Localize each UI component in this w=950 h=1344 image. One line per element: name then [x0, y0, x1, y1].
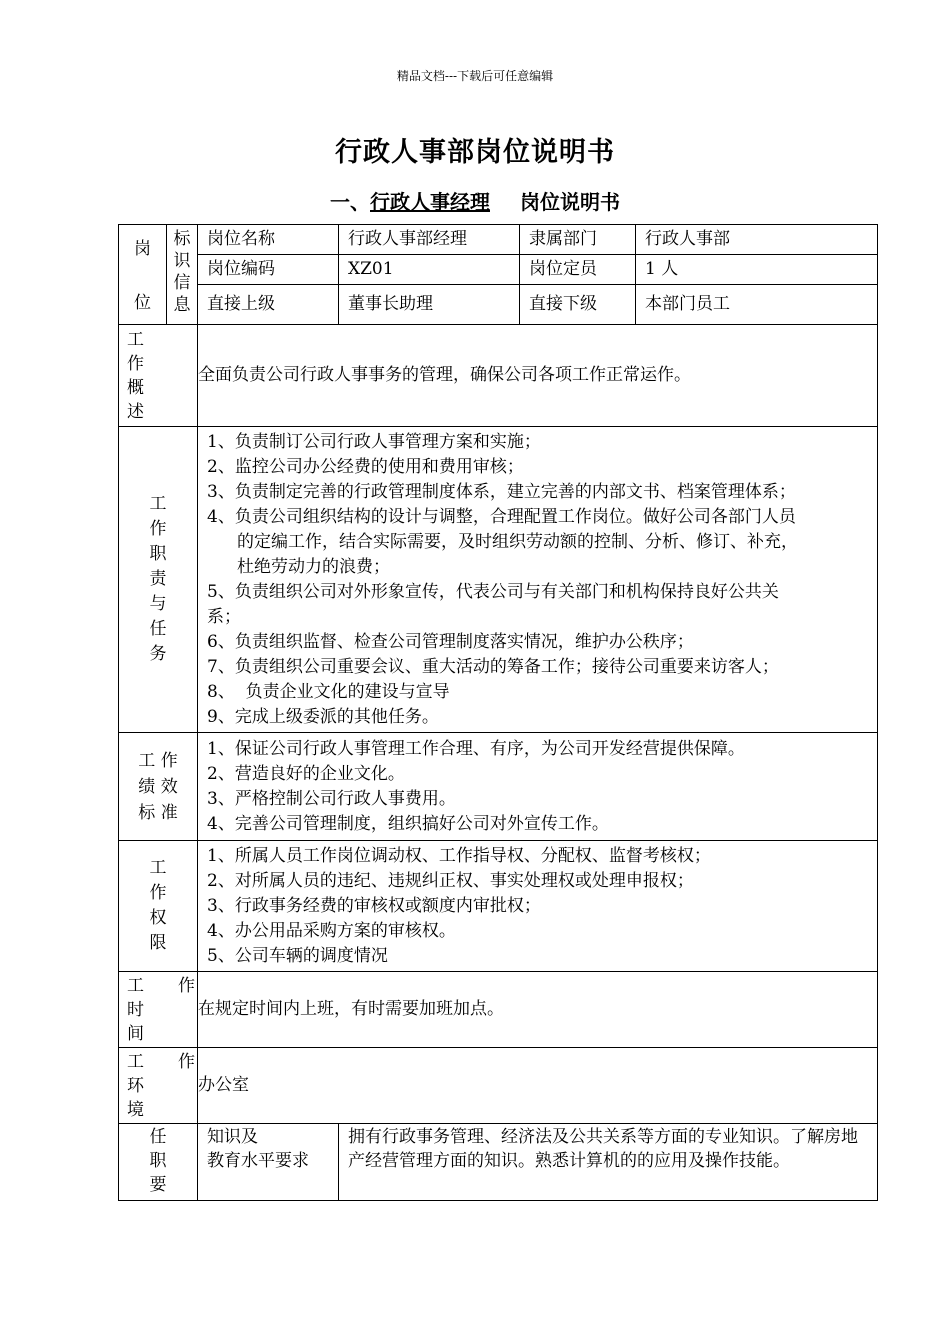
superior-label: 直接上级 [198, 285, 339, 325]
post-code-label: 岗位编码 [198, 255, 339, 285]
qualification-sub-label: 知识及 教育水平要求 [198, 1124, 339, 1201]
performance-row [119, 733, 878, 841]
headcount-label: 岗位定员 [520, 255, 636, 285]
performance-item: 1、保证公司行政人事管理工作合理、有序，为公司开发经营提供保障。 [207, 739, 745, 759]
authority-item: 1、所属人员工作岗位调动权、工作指导权、分配权、监督考核权； [207, 846, 711, 866]
duty-item-continued: 杜绝劳动力的浪费； [237, 557, 390, 577]
duty-item: 5、负责组织公司对外形象宣传，代表公司与有关部门和机构保持良好公共关 [207, 582, 779, 602]
performance-item: 2、营造良好的企业文化。 [207, 764, 405, 784]
duty-item: 4、负责公司组织结构的设计与调整，合理配置工作岗位。做好公司各部门人员 [207, 507, 796, 527]
subordinate-value: 本部门员工 [636, 285, 878, 325]
duty-item: 8、 负责企业文化的建设与宣导 [207, 682, 450, 702]
department-value: 行政人事部 [636, 225, 878, 255]
qualification-label: 任 职 要 [119, 1124, 198, 1201]
duty-item: 9、完成上级委派的其他任务。 [207, 707, 439, 727]
duties-row [119, 427, 878, 733]
job-description-table [118, 224, 878, 1201]
post-name-label: 岗位名称 [198, 225, 339, 255]
performance-list [198, 733, 878, 841]
overview-label: 工作概述 [119, 325, 198, 427]
duty-item-continued: 系； [207, 607, 241, 627]
overview-row [119, 325, 878, 427]
authority-item: 3、行政事务经费的审核权或额度内审批权； [207, 896, 541, 916]
id-row-3 [119, 285, 878, 325]
subtitle-prefix: 一、 [330, 190, 370, 214]
post-name-value: 行政人事部经理 [339, 225, 520, 255]
performance-item: 4、完善公司管理制度，组织搞好公司对外宣传工作。 [207, 814, 609, 834]
qualification-row [119, 1124, 878, 1201]
subtitle-suffix: 岗位说明书 [520, 190, 620, 214]
subordinate-label: 直接下级 [520, 285, 636, 325]
authority-item: 2、对所属人员的违纪、违规纠正权、事实处理权或处理申报权； [207, 871, 694, 891]
duty-item: 1、负责制订公司行政人事管理方案和实施； [207, 432, 541, 452]
authority-list [198, 841, 878, 972]
duty-item-continued: 的定编工作，结合实际需要，及时组织劳动额的控制、分析、修订、补充， [237, 532, 798, 552]
work-env-label: 工 作 环 境 [119, 1048, 198, 1124]
work-time-text: 在规定时间内上班，有时需要加班加点。 [198, 972, 878, 1048]
work-time-label: 工 作 时 间 [119, 972, 198, 1048]
position-group-label: 岗 位 [119, 225, 167, 325]
qualification-text: 拥有行政事务管理、经济法及公共关系等方面的专业知识。了解房地产经营管理方面的知识。熟悉计算机的的应用及操作技能。 [339, 1124, 878, 1201]
work-time-row [119, 972, 878, 1048]
id-row-1 [119, 225, 878, 255]
duties-label: 工作职责与任务 [119, 427, 198, 733]
performance-label: 工 作 绩 效 标 准 [119, 733, 198, 841]
work-env-text: 办公室 [198, 1048, 878, 1124]
performance-item: 3、严格控制公司行政人事费用。 [207, 789, 456, 809]
authority-row [119, 841, 878, 972]
department-label: 隶属部门 [520, 225, 636, 255]
duty-item: 7、负责组织公司重要会议、重大活动的筹备工作；接待公司重要来访客人； [207, 657, 779, 677]
section-subtitle [330, 186, 620, 215]
headcount-value: 1 人 [636, 255, 878, 285]
post-code-value: XZ01 [339, 255, 520, 285]
duties-list [198, 427, 878, 733]
subtitle-position: 行政人事经理 [370, 190, 490, 214]
document-title: 行政人事部岗位说明书 [335, 137, 615, 168]
duty-item: 2、监控公司办公经费的使用和费用审核； [207, 457, 524, 477]
duty-item: 3、负责制定完善的行政管理制度体系，建立完善的内部文书、档案管理体系； [207, 482, 796, 502]
authority-item: 4、办公用品采购方案的审核权。 [207, 921, 456, 941]
id-row-2 [119, 255, 878, 285]
overview-text: 全面负责公司行政人事事务的管理，确保公司各项工作正常运作。 [198, 325, 878, 427]
duty-item: 6、负责组织监督、检查公司管理制度落实情况，维护办公秩序； [207, 632, 694, 652]
id-info-label: 标识信息 [167, 225, 198, 325]
authority-label: 工作权限 [119, 841, 198, 972]
superior-value: 董事长助理 [339, 285, 520, 325]
header-note: 精品文档---下载后可任意编辑 [396, 69, 554, 83]
authority-item: 5、公司车辆的调度情况 [207, 946, 388, 966]
work-env-row [119, 1048, 878, 1124]
